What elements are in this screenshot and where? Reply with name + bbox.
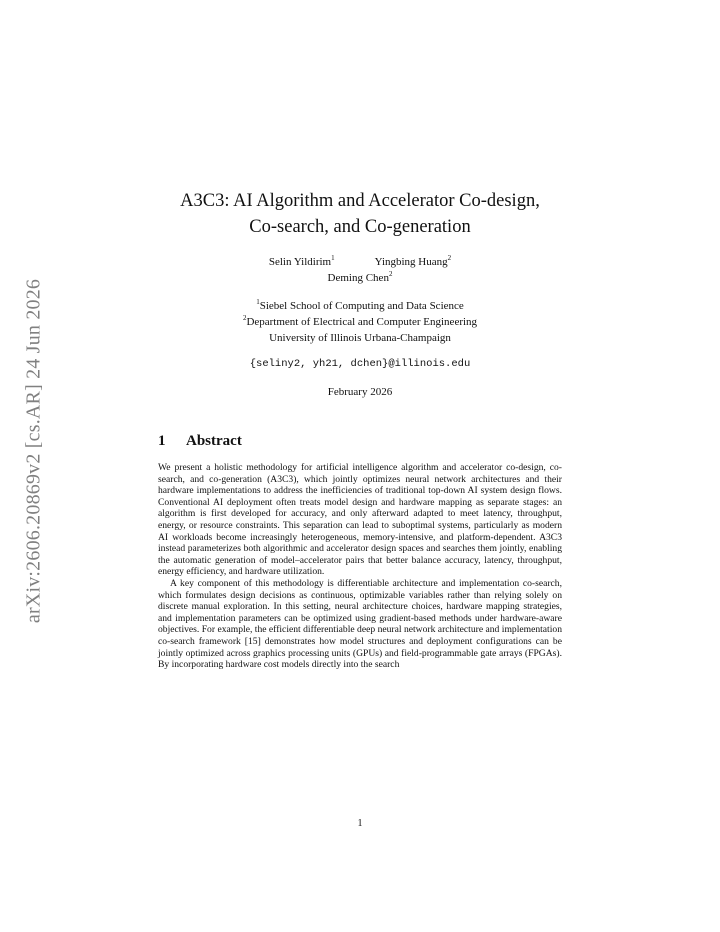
arxiv-side-stamp: arXiv:2606.20869v2 [cs.AR] 24 Jun 2026 [22,278,45,624]
title-line-1: A3C3: AI Algorithm and Accelerator Co-design, [180,191,540,211]
author-1: Selin Yildirim$^1$ [268,254,335,268]
section-number: 1 [158,433,166,449]
title-line-2: Co-search, and Co-generation [249,217,471,237]
affiliation-2: $^2$Department of Electrical and Computer Engineering [242,314,478,328]
affiliation-1: $^1$Siebel School of Computing and Data Science [256,298,464,312]
paper-title [120,188,600,240]
author-list [120,254,600,286]
paper-date: February 2026 [327,386,393,398]
author-2: Yingbing Huang$^2$ [374,254,452,268]
author-3: Deming Chen$^2$ [327,270,393,284]
abstract-body [158,462,562,671]
affiliations [120,298,600,346]
section-heading [158,433,242,450]
affiliation-3: University of Illinois Urbana-Champaign [269,332,451,344]
page-number: 1 [357,818,363,829]
email-line: {seliny2, yh21, dchen}@illinois.edu [249,358,471,370]
abstract-paragraph-1: We present a holistic methodology for artificial intelligence algorithm and accelerator co-design, co-search, and co-generation (A3C3), which jointly optimizes neural network architectures and their hardware implementations to address the inefficiencies of traditional top-down AI system design flows. Conventional AI deployment often treats model design and hardware mapping as separate stages: an algorithm is first developed for accuracy, and only afterward adapted to meet latency, throughput, energy, or resource constraints. This separation can lead to suboptimal systems, particularly as modern AI workloads become increasingly heterogeneous, memory-intensive, and platform-dependent. A3C3 instead parameterizes both algorithmic and accelerator design spaces and searches them jointly, enabling the automatic generation of model–accelerator pairs that better balance accuracy, latency, throughput, energy efficiency, and hardware utilization. [158,462,562,578]
section-title: Abstract [186,433,242,449]
abstract-paragraph-2: A key component of this methodology is differentiable architecture and implementation co-search, which formulates design decisions as continuous, optimizable variables rather than relying solely on discrete manual exploration. In this setting, neural architecture choices, hardware mapping strategies, and implementation parameters can be optimized using gradient-based methods under hardware-aware objectives. For example, the efficient differentiable deep neural network architecture and implementation co-search framework [15] demonstrates how model structures and deployment configurations can be jointly optimized across graphics processing units (GPUs) and field-programmable gate arrays (FPGAs). By incorporating hardware cost models directly into the search [158,577,562,671]
